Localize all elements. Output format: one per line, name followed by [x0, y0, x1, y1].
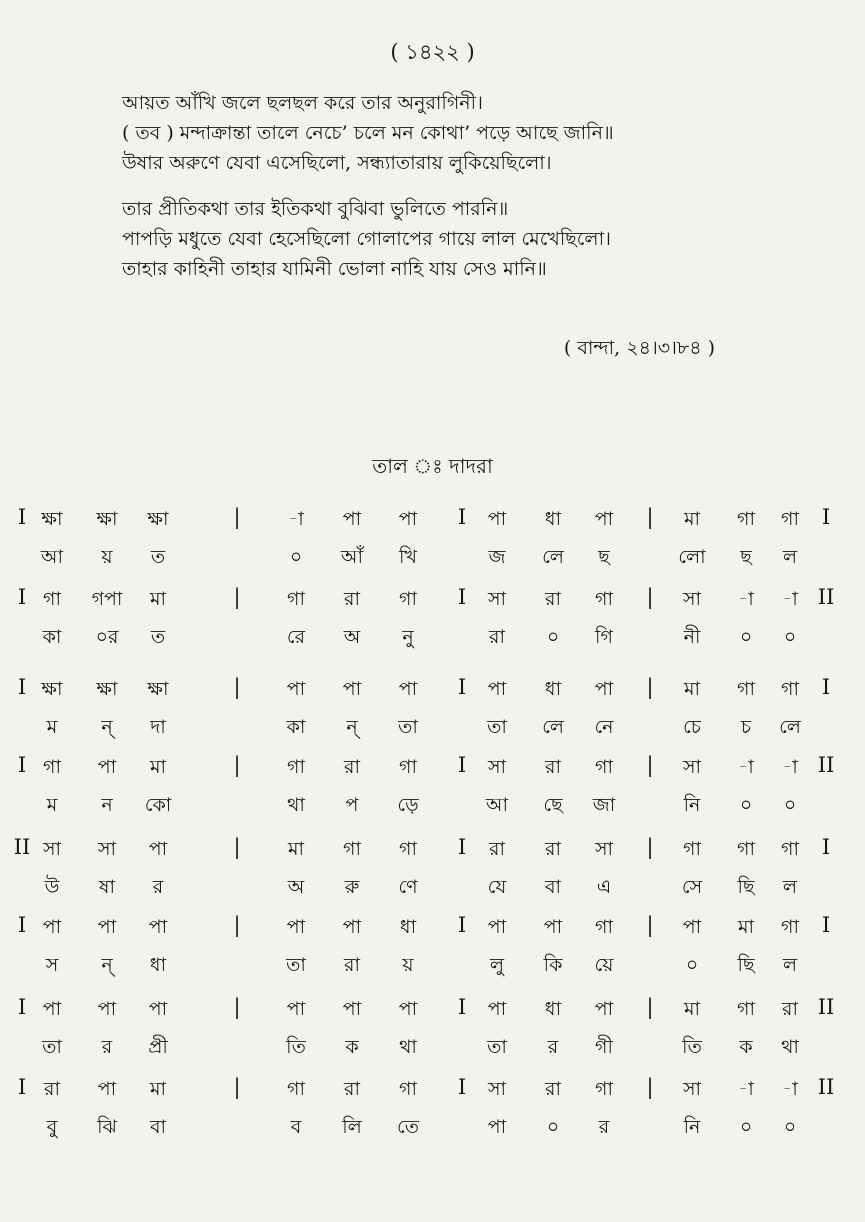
swara-note: গা: [399, 1078, 417, 1100]
swara-note: ক্ষা: [41, 678, 63, 700]
swara-note: পা: [487, 678, 507, 700]
swara-note: ক্ষা: [147, 678, 169, 700]
swara-note: পা: [398, 508, 418, 530]
bar-line: I: [17, 675, 27, 699]
lyric-syllable: নী: [683, 626, 701, 648]
swara-note: মা: [287, 838, 305, 860]
lyric-line: ( তব ) মন্দাক্রান্তা তালে নেচে’ চলে মন কোথা’ পড়ে আছে জানি॥: [122, 122, 614, 144]
lyric-line: উষার অরুণে যেবা এসেছিলো, সন্ধ্যাতারায় লুকিয়েছিলো।: [122, 152, 552, 174]
swara-note: রা: [545, 588, 561, 610]
lyric-syllable: তি: [286, 1036, 306, 1058]
lyric-syllable: ক: [739, 1036, 753, 1058]
swara-note: ক্ষা: [41, 508, 63, 530]
bar-line: |: [646, 505, 654, 529]
swara-note: পা: [148, 916, 168, 938]
lyric-syllable: ছি: [737, 876, 755, 898]
notation-row: [0, 913, 865, 947]
swara-note: গা: [595, 588, 613, 610]
lyric-syllable: ধা: [149, 954, 167, 976]
swara-note: সা: [42, 838, 62, 860]
notation-row: [0, 505, 865, 539]
lyric-syllable: ণে: [398, 876, 418, 898]
notation-row: [0, 675, 865, 709]
lyric-syllable: অ: [343, 626, 361, 648]
lyric-syllable: ০: [783, 794, 797, 816]
bar-line: I: [457, 585, 467, 609]
bar-line: II: [13, 835, 31, 859]
swara-note: পা: [594, 998, 614, 1020]
lyric-syllable: পা: [487, 1116, 507, 1138]
swara-note: পা: [42, 916, 62, 938]
swara-note: রা: [545, 756, 561, 778]
bar-line: |: [233, 753, 241, 777]
lyric-syllable: স: [45, 954, 59, 976]
bar-line: |: [233, 505, 241, 529]
lyric-syllable: তে: [397, 1116, 419, 1138]
swara-note: পা: [42, 998, 62, 1020]
lyric-syllable: ন: [101, 794, 113, 816]
lyric-syllable: রা: [489, 626, 505, 648]
lyric-syllable: ছে: [543, 794, 563, 816]
notation-row: [0, 835, 865, 869]
swara-note: রা: [344, 588, 360, 610]
swara-note: -া: [738, 1078, 754, 1100]
lyric-syllable: বু: [46, 1116, 58, 1138]
lyric-syllable: চে: [683, 716, 701, 738]
bar-line: I: [17, 585, 27, 609]
swara-note: পা: [148, 838, 168, 860]
lyric-syllable: নি: [683, 1116, 701, 1138]
swara-note: গা: [737, 838, 755, 860]
lyric-syllable: নু: [402, 626, 414, 648]
swara-note: রা: [545, 1078, 561, 1100]
lyric-syllable: বা: [544, 876, 562, 898]
swara-note: পা: [286, 998, 306, 1020]
lyric-syllable: র: [598, 1116, 610, 1138]
lyric-syllable: ০: [289, 546, 303, 568]
bar-line: |: [233, 1075, 241, 1099]
lyric-syllable: ম: [46, 794, 58, 816]
swara-note: গা: [287, 1078, 305, 1100]
lyric-syllable: ছ: [598, 546, 610, 568]
lyric-syllable: প্রী: [148, 1036, 168, 1058]
lyric-syllable: ষা: [99, 876, 115, 898]
swara-note: পা: [342, 678, 362, 700]
lyric-syllable: নে: [594, 716, 614, 738]
swara-note: মা: [149, 588, 167, 610]
bar-line: I: [457, 675, 467, 699]
swara-note: পা: [487, 508, 507, 530]
bar-line: |: [233, 913, 241, 937]
bar-line: |: [646, 995, 654, 1019]
lyric-syllable: উ: [44, 876, 60, 898]
lyric-syllable: প: [345, 794, 359, 816]
lyric-syllable: দা: [150, 716, 166, 738]
lyric-syllable: তা: [487, 1036, 507, 1058]
lyric-syllable: গি: [595, 626, 613, 648]
lyric-syllable: ০: [739, 1116, 753, 1138]
notation-row: [0, 1075, 865, 1109]
notation-row: [0, 753, 865, 787]
lyric-syllable: ড়ে: [397, 794, 419, 816]
swara-note: পা: [682, 916, 702, 938]
lyrics-block: [122, 88, 742, 284]
swara-note: ক্ষা: [96, 508, 118, 530]
lyric-syllable-row: [0, 873, 865, 907]
swara-note: পা: [286, 916, 306, 938]
notation-table: [0, 505, 865, 1205]
swara-note: সা: [682, 756, 702, 778]
bar-line: |: [646, 675, 654, 699]
lyric-line: তাহার কাহিনী তাহার যামিনী ভোলা নাহি যায় সেও মানি॥: [122, 258, 547, 280]
lyric-syllable: কা: [286, 716, 306, 738]
lyric-syllable: তা: [42, 1036, 62, 1058]
swara-note: গা: [595, 1078, 613, 1100]
notation-row: [0, 995, 865, 1029]
lyric-syllable: ল: [782, 546, 798, 568]
swara-note: ক্ষা: [96, 678, 118, 700]
lyric-syllable: লি: [342, 1116, 362, 1138]
swara-note: সা: [97, 838, 117, 860]
bar-line: I: [821, 675, 831, 699]
lyric-syllable: রু: [344, 876, 360, 898]
lyric-syllable: ০: [546, 1116, 560, 1138]
swara-note: পা: [487, 916, 507, 938]
swara-note: গা: [595, 916, 613, 938]
swara-note: গা: [399, 838, 417, 860]
page-number: ( ১৪২২ ): [390, 40, 475, 64]
lyric-syllable: জ: [488, 546, 506, 568]
lyric-syllable: ক: [345, 1036, 359, 1058]
swara-note: -া: [738, 588, 754, 610]
bar-line: I: [457, 913, 467, 937]
swara-note: পা: [286, 678, 306, 700]
lyric-syllable: লে: [542, 716, 564, 738]
lyric-line: তার প্রীতিকথা তার ইতিকথা বুঝিবা ভুলিতে পারনি॥: [122, 198, 509, 220]
swara-note: পা: [97, 916, 117, 938]
lyric-syllable: এ: [596, 876, 612, 898]
bar-line: II: [817, 1075, 835, 1099]
bar-line: I: [821, 835, 831, 859]
lyric-syllable: ঝি: [97, 1116, 117, 1138]
lyric-syllable: ০: [783, 1116, 797, 1138]
lyric-syllable: য়: [402, 954, 414, 976]
swara-note: রা: [782, 998, 798, 1020]
swara-note: গা: [781, 838, 799, 860]
lyric-syllable: ত: [150, 546, 166, 568]
bar-line: |: [646, 585, 654, 609]
swara-note: সা: [487, 1078, 507, 1100]
bar-line: I: [17, 753, 27, 777]
bar-line: I: [457, 505, 467, 529]
bar-line: |: [646, 835, 654, 859]
swara-note: গা: [737, 998, 755, 1020]
bar-line: I: [821, 913, 831, 937]
bar-line: |: [646, 913, 654, 937]
bar-line: I: [17, 1075, 27, 1099]
lyric-syllable: ন্: [101, 954, 113, 976]
swara-note: মা: [683, 998, 701, 1020]
lyric-syllable: ০: [739, 626, 753, 648]
lyric-syllable: গী: [595, 1036, 613, 1058]
swara-note: ক্ষা: [147, 508, 169, 530]
lyric-syllable: য়: [101, 546, 113, 568]
swara-note: পা: [148, 998, 168, 1020]
lyric-syllable: থা: [399, 1036, 417, 1058]
swara-note: -া: [782, 756, 798, 778]
bar-line: |: [233, 675, 241, 699]
lyric-syllable: লো: [678, 546, 706, 568]
bar-line: II: [817, 753, 835, 777]
lyric-syllable: র: [547, 1036, 559, 1058]
swara-note: পা: [97, 1078, 117, 1100]
swara-note: গা: [683, 838, 701, 860]
lyric-syllable: তা: [398, 716, 418, 738]
swara-note: পা: [594, 678, 614, 700]
swara-note: গা: [399, 756, 417, 778]
lyric-syllable: কো: [144, 794, 172, 816]
bar-line: II: [817, 995, 835, 1019]
lyric-syllable-row: [0, 1033, 865, 1067]
swara-note: -া: [738, 756, 754, 778]
lyric-syllable: যে: [487, 876, 507, 898]
swara-note: গপা: [91, 588, 123, 610]
swara-note: গা: [43, 756, 61, 778]
bar-line: |: [233, 585, 241, 609]
swara-note: পা: [342, 998, 362, 1020]
bar-line: I: [17, 505, 27, 529]
swara-note: পা: [398, 678, 418, 700]
swara-note: ধা: [544, 998, 562, 1020]
lyric-syllable: ছ: [740, 546, 752, 568]
lyric-line: আয়ত আঁখি জলে ছলছল করে তার অনুরাগিনী।: [122, 92, 483, 114]
lyric-syllable: লু: [489, 954, 505, 976]
source-citation: ( বান্দা, ২৪।৩।৮৪ ): [563, 337, 715, 359]
lyric-syllable: লে: [779, 716, 801, 738]
lyric-syllable: কা: [42, 626, 62, 648]
lyric-syllable: তা: [286, 954, 306, 976]
lyric-syllable: থা: [287, 794, 305, 816]
lyric-syllable: আঁ: [340, 546, 364, 568]
swara-note: গা: [781, 678, 799, 700]
notation-row: [0, 585, 865, 619]
swara-note: গা: [595, 756, 613, 778]
bar-line: |: [233, 835, 241, 859]
swara-note: রা: [545, 838, 561, 860]
bar-line: |: [646, 753, 654, 777]
bar-line: |: [233, 995, 241, 1019]
swara-note: সা: [682, 1078, 702, 1100]
lyric-syllable-row: [0, 623, 865, 657]
lyric-syllable: চ: [740, 716, 752, 738]
lyric-syllable: রা: [344, 954, 360, 976]
lyric-syllable: ০: [546, 626, 560, 648]
swara-note: সা: [487, 756, 507, 778]
tala-heading: তাল ঃ দাদরা: [372, 454, 493, 478]
swara-note: পা: [342, 916, 362, 938]
lyric-syllable: ত: [150, 626, 166, 648]
swara-note: রা: [344, 756, 360, 778]
lyric-syllable: তা: [487, 716, 507, 738]
swara-note: -া: [782, 588, 798, 610]
swara-note: পা: [398, 998, 418, 1020]
swara-note: -া: [288, 508, 304, 530]
bar-line: |: [646, 1075, 654, 1099]
lyric-syllable-row: [0, 713, 865, 747]
lyric-syllable: থা: [781, 1036, 799, 1058]
swara-note: গা: [781, 916, 799, 938]
bar-line: II: [817, 585, 835, 609]
lyric-line: পাপড়ি মধুতে যেবা হেসেছিলো গোলাপের গায়ে লাল মেখেছিলো।: [122, 228, 611, 250]
swara-note: গা: [43, 588, 61, 610]
lyric-syllable: ০: [783, 626, 797, 648]
lyric-syllable: য়ে: [594, 954, 614, 976]
lyric-syllable: ০র: [95, 626, 119, 648]
bar-line: I: [17, 995, 27, 1019]
lyric-syllable-row: [0, 951, 865, 985]
lyric-syllable: ন্: [346, 716, 358, 738]
lyric-syllable: ম: [46, 716, 58, 738]
lyric-syllable: সে: [681, 876, 703, 898]
swara-note: গা: [737, 508, 755, 530]
swara-note: সা: [594, 838, 614, 860]
lyric-syllable-row: [0, 791, 865, 825]
lyric-syllable: র: [101, 1036, 113, 1058]
swara-note: মা: [149, 756, 167, 778]
swara-note: সা: [487, 588, 507, 610]
lyric-syllable: রে: [286, 626, 306, 648]
lyric-syllable: জা: [592, 794, 616, 816]
lyric-syllable: কি: [543, 954, 563, 976]
swara-note: ধা: [544, 678, 562, 700]
lyric-syllable: আ: [485, 794, 509, 816]
swara-note: মা: [149, 1078, 167, 1100]
lyric-syllable: র: [152, 876, 164, 898]
lyric-syllable: খি: [399, 546, 417, 568]
lyric-syllable: ল: [782, 954, 798, 976]
lyric-syllable: ন্: [101, 716, 113, 738]
swara-note: পা: [342, 508, 362, 530]
swara-note: মা: [683, 678, 701, 700]
swara-note: গা: [781, 508, 799, 530]
lyric-syllable-row: [0, 1113, 865, 1147]
swara-note: মা: [737, 916, 755, 938]
bar-line: I: [821, 505, 831, 529]
lyric-syllable: নি: [683, 794, 701, 816]
swara-note: -া: [782, 1078, 798, 1100]
swara-note: ধা: [544, 508, 562, 530]
lyric-syllable: অ: [287, 876, 305, 898]
swara-note: পা: [543, 916, 563, 938]
swara-note: রা: [44, 1078, 60, 1100]
swara-note: গা: [287, 756, 305, 778]
lyric-syllable: ল: [782, 876, 798, 898]
lyric-syllable: লে: [542, 546, 564, 568]
swara-note: পা: [487, 998, 507, 1020]
swara-note: পা: [97, 998, 117, 1020]
bar-line: I: [457, 753, 467, 777]
swara-note: ধা: [399, 916, 417, 938]
swara-note: গা: [287, 588, 305, 610]
swara-note: রা: [489, 838, 505, 860]
bar-line: I: [457, 1075, 467, 1099]
swara-note: গা: [343, 838, 361, 860]
lyric-syllable: ০: [739, 794, 753, 816]
swara-note: রা: [344, 1078, 360, 1100]
swara-note: পা: [594, 508, 614, 530]
lyric-syllable: বা: [149, 1116, 167, 1138]
lyric-syllable: আ: [40, 546, 64, 568]
lyric-syllable: ০: [685, 954, 699, 976]
bar-line: I: [457, 835, 467, 859]
swara-note: গা: [399, 588, 417, 610]
lyric-syllable: ব: [290, 1116, 302, 1138]
lyric-syllable: তি: [682, 1036, 702, 1058]
swara-note: পা: [97, 756, 117, 778]
swara-note: সা: [682, 588, 702, 610]
swara-note: মা: [683, 508, 701, 530]
lyric-syllable-row: [0, 543, 865, 577]
swara-note: গা: [737, 678, 755, 700]
bar-line: I: [457, 995, 467, 1019]
bar-line: I: [17, 913, 27, 937]
lyric-syllable: ছি: [737, 954, 755, 976]
